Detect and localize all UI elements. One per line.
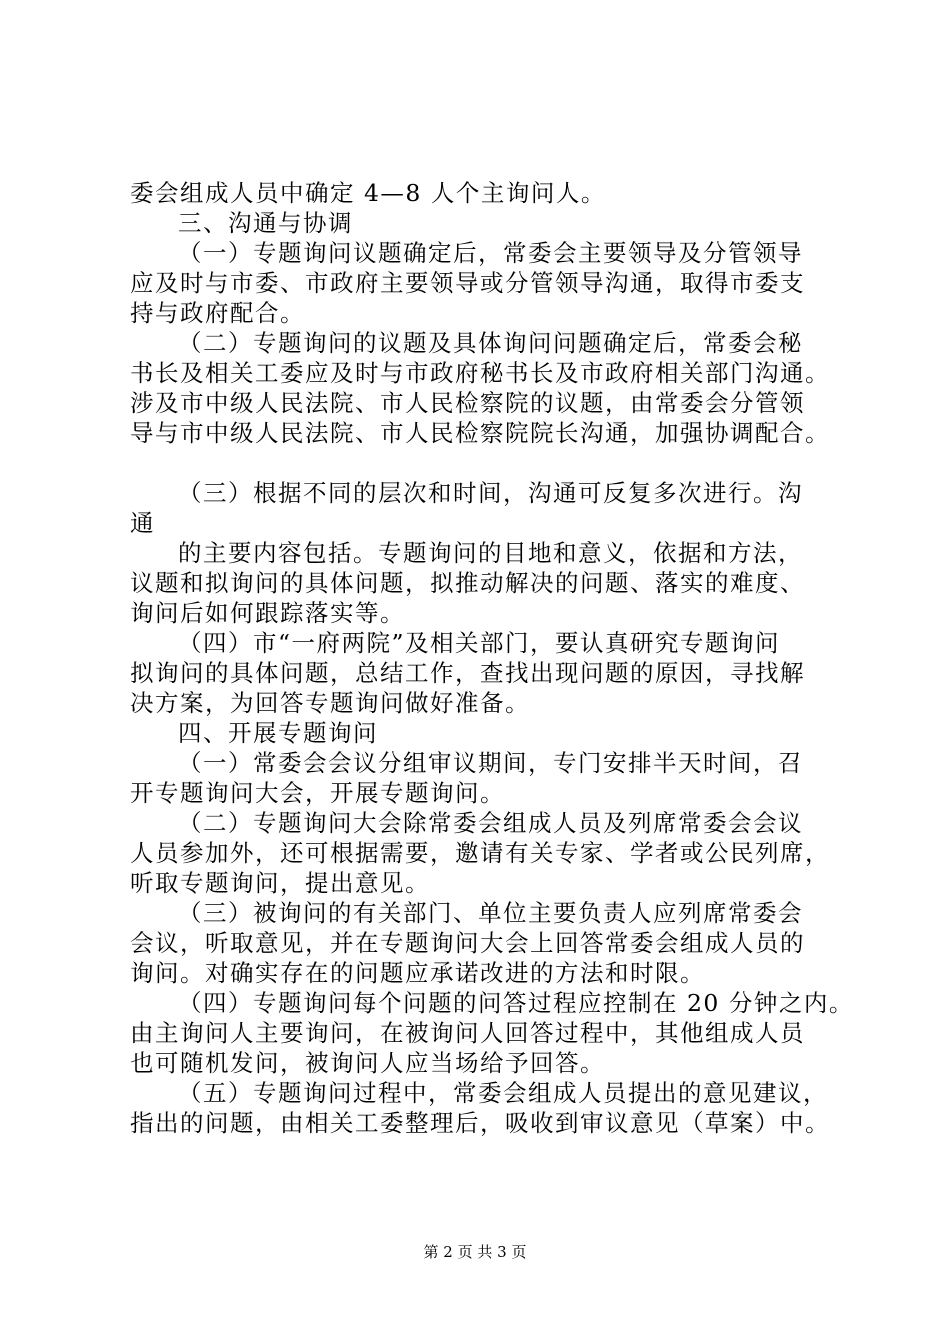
text-line: （一）专题询问议题确定后，常委会主要领导及分管领导 [178,239,803,267]
text-line: （二）专题询问大会除常委会组成人员及列席常委会会议 [178,809,803,837]
section-heading: 四、开展专题询问 [178,719,378,747]
text-line: 书长及相关工委应及时与市政府秘书长及市政府相关部门沟通。 [130,359,830,387]
text-line: 询问后如何跟踪落实等。 [130,599,405,627]
text-line: 导与市中级人民法院、市人民检察院院长沟通，加强协调配合。 [130,419,830,447]
text-line: 由主询问人主要询问，在被询问人回答过程中，其他组成人员 [130,1019,805,1047]
page-footer: 第 2 页 共 3 页 [423,1243,527,1261]
text-line: 人员参加外，还可根据需要，邀请有关专家、学者或公民列席， [130,839,830,867]
text-line: （四）市“一府两院”及相关部门，要认真研究专题询问 [178,629,781,657]
text-line: （一）常委会会议分组审议期间，专门安排半天时间，召 [178,749,803,777]
section-heading: 三、沟通与协调 [178,209,353,237]
text-line: （五）专题询问过程中，常委会组成人员提出的意见建议， [178,1079,828,1107]
text-line: 通 [130,509,155,537]
text-line: 涉及市中级人民法院、市人民检察院的议题，由常委会分管领 [130,389,805,417]
text-line: 会议，听取意见，并在专题询问大会上回答常委会组成人员的 [130,929,805,957]
text-line: （三）被询问的有关部门、单位主要负责人应列席常委会 [178,899,803,927]
text-line: 听取专题询问，提出意见。 [130,869,430,897]
text-line: 应及时与市委、市政府主要领导或分管领导沟通，取得市委支 [130,269,805,297]
text-line: 决方案，为回答专题询问做好准备。 [130,689,530,717]
text-line: （二）专题询问的议题及具体询问问题确定后，常委会秘 [178,329,803,357]
text-line: 开专题询问大会，开展专题询问。 [130,779,505,807]
text-line: 询问。对确实存在的问题应承诺改进的方法和时限。 [130,959,705,987]
text-line: 指出的问题，由相关工委整理后，吸收到审议意见（草案）中。 [130,1109,830,1137]
text-line: （四）专题询问每个问题的问答过程应控制在 20 分钟之内。 [178,989,854,1017]
text-line: 议题和拟询问的具体问题，拟推动解决的问题、落实的难度、 [130,569,805,597]
text-line: （三）根据不同的层次和时间，沟通可反复多次进行。沟 [178,479,803,507]
text-line: 的主要内容包括。专题询问的目地和意义，依据和方法， [178,539,803,567]
text-line: 也可随机发问，被询问人应当场给予回答。 [130,1049,605,1077]
text-line: 持与政府配合。 [130,299,305,327]
text-line: 委会组成人员中确定 4—8 人个主询问人。 [130,179,606,207]
text-line: 拟询问的具体问题，总结工作，查找出现问题的原因，寻找解 [130,659,805,687]
